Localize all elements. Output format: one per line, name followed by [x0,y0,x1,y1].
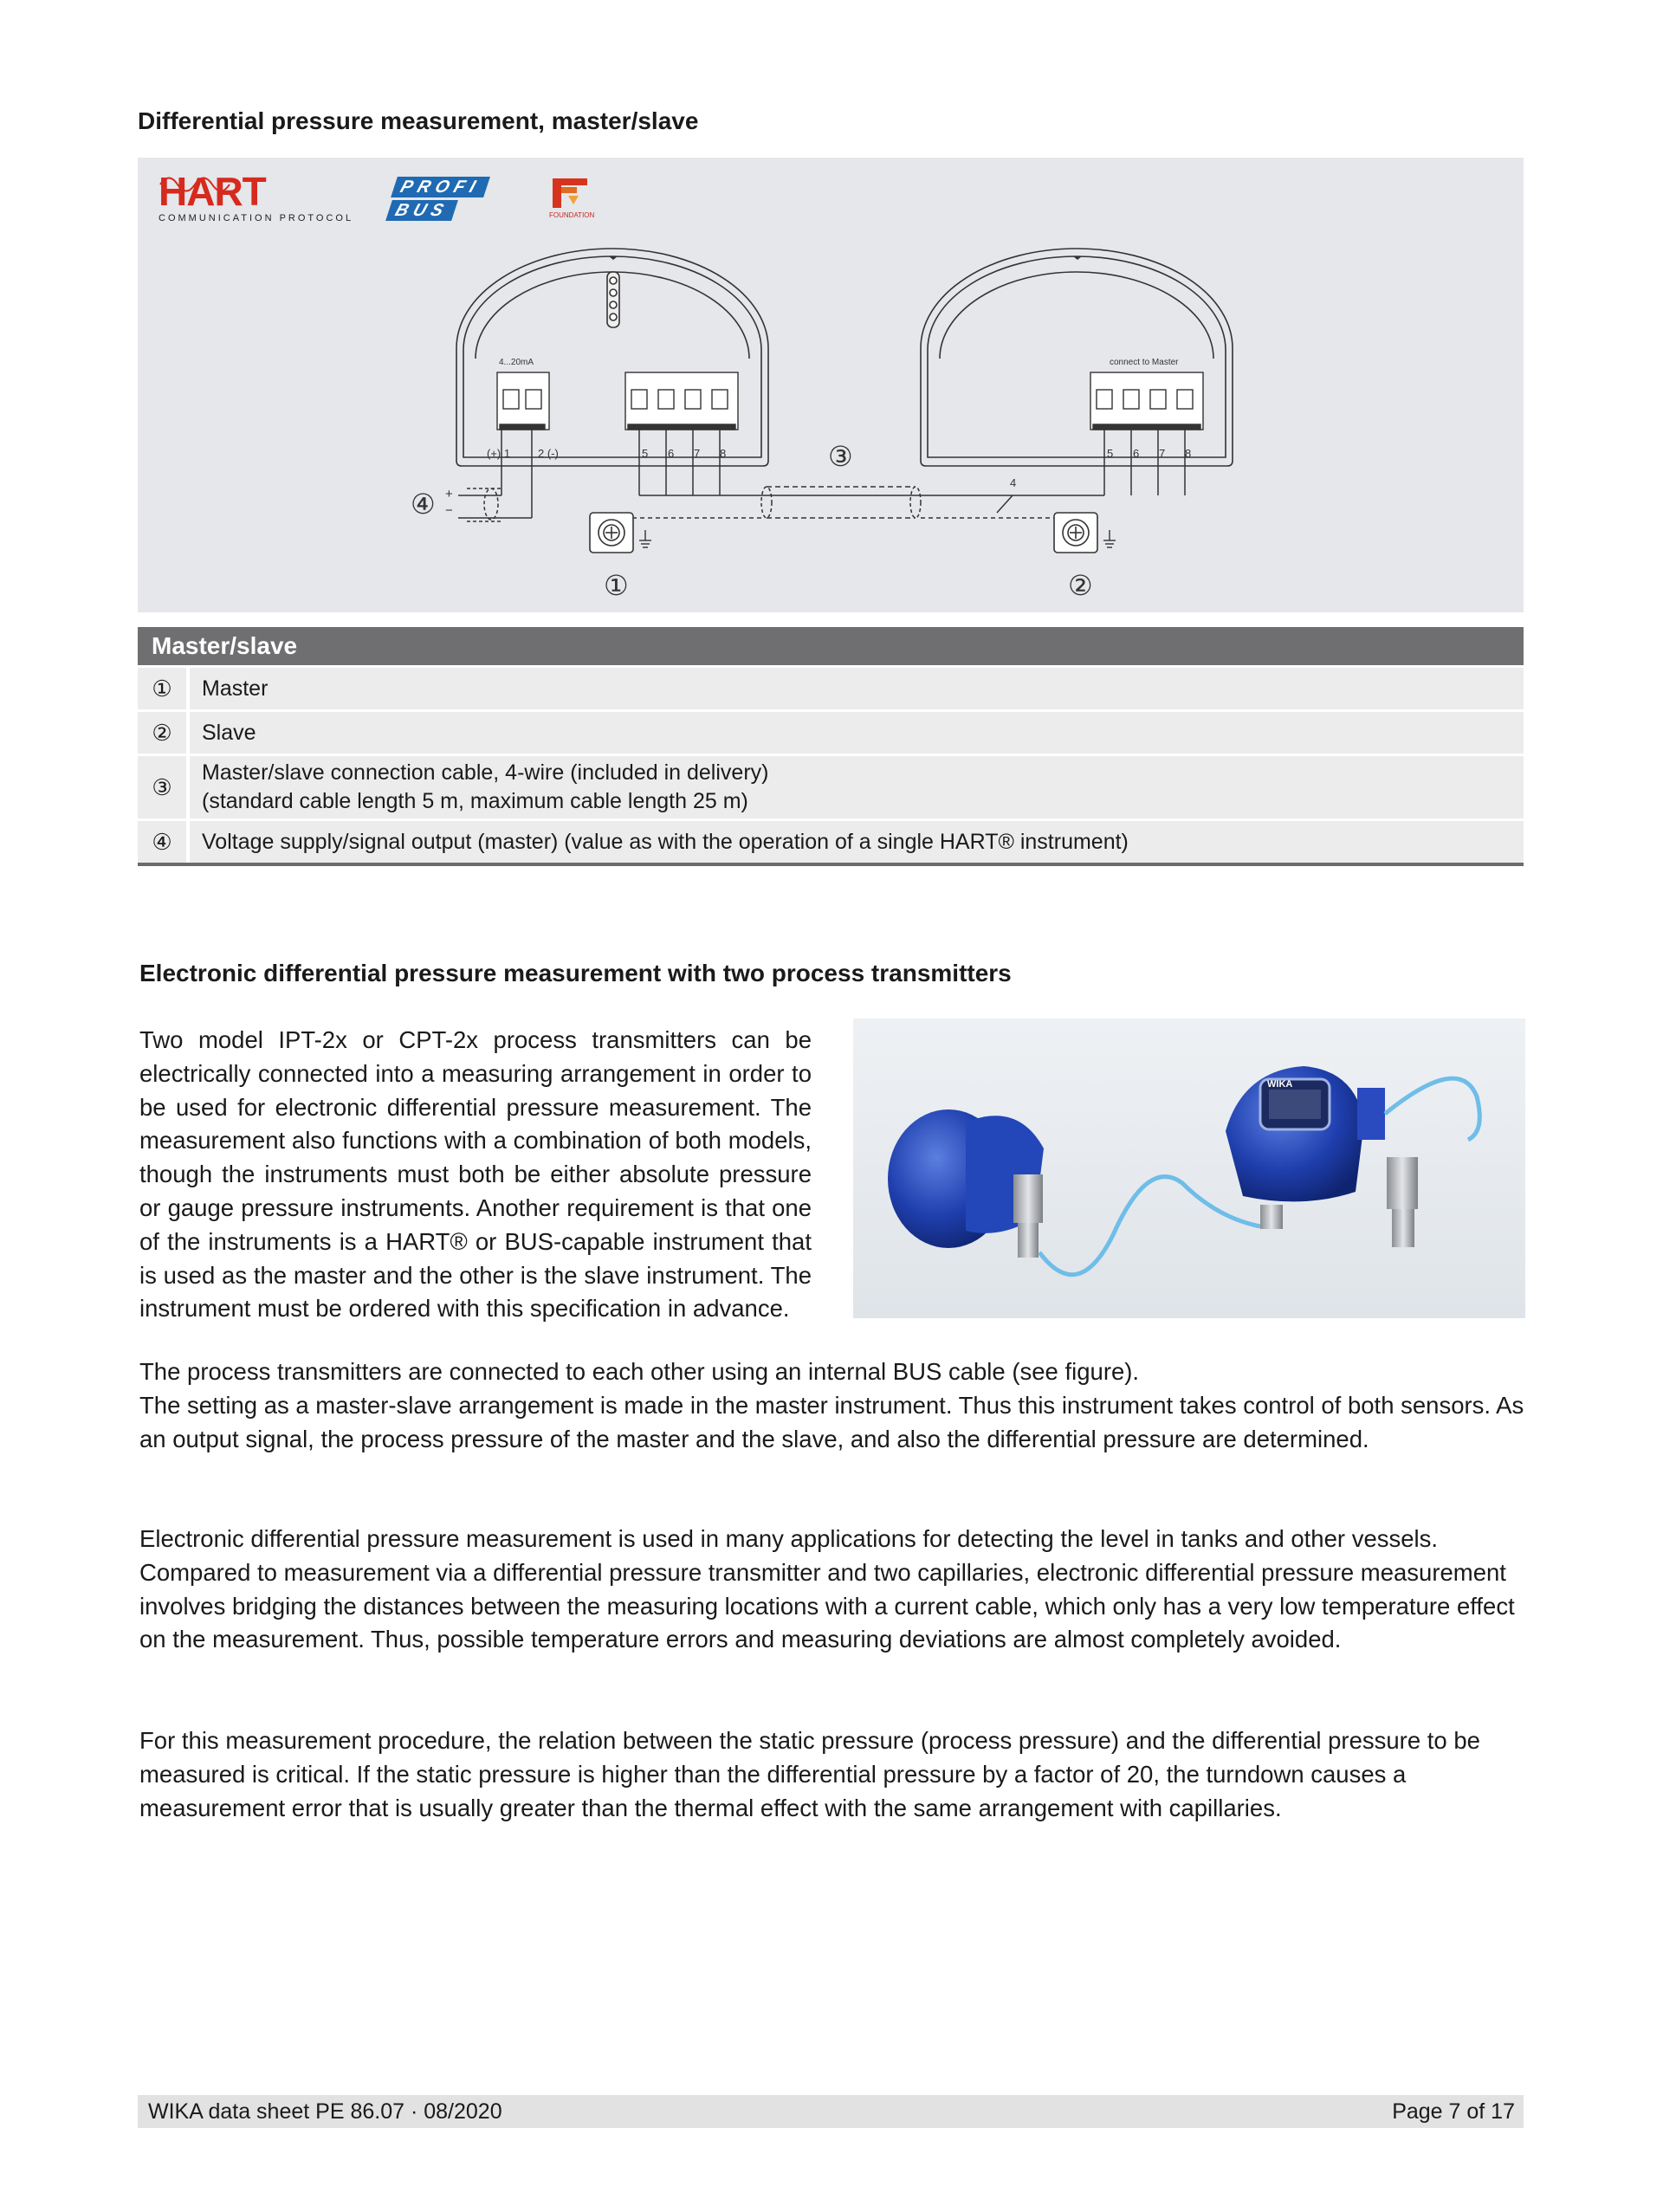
intro-paragraph: Two model IPT-2x or CPT-2x process transmitters can be electrically connected into a measuring arrangement in order to be used for electronic differential pressure measurement. The measurement also functions with a combination of both models, though the instruments must both be either absolute pressure or gauge pressure instruments. Another requirement is that one of the instruments is a HART® or BUS-capable instrument that is used as the master and the other is the slave instrument. The instrument must be ordered with this specification in advance. [139,1026,812,1323]
minus-sign: − [445,503,453,518]
foundation-fieldbus-text: FOUNDATION [549,211,595,219]
slave-terminal-label: 6 [1133,447,1140,460]
row-text: Voltage supply/signal output (master) (value as with the operation of a single HART® instrument) [202,829,1129,854]
callout-cable: ③ [828,441,853,472]
hart-logo-subtitle: COMMUNICATION PROTOCOL [159,213,354,223]
ground-icon [1103,530,1116,547]
master-notch-icon [609,256,618,260]
applications-paragraph: Electronic differential pressure measurement is used in many applications for detecting the level in tanks and other vessels. Compared to measurement via a differential pressure transmitter and two capillaries, electronic differential pressure measurement involves bridging the distances between the measuring locations with a current cable, which only has a very low temperature effect on the measurement. Thus, possible temperature errors and measuring deviations are almost completely avoided. [139,1525,1515,1653]
ground-icon [639,530,651,547]
legend-table [138,627,1524,866]
slave-terminal-block [1090,372,1203,430]
slave-notch-icon [1073,256,1082,260]
table-row [138,665,1524,709]
plus-sign: + [445,487,453,501]
row-description [190,668,1524,709]
master-ground-terminal [590,513,633,553]
slave-terminal-label: 8 [1185,447,1192,460]
section-heading-electronic-dp: Electronic differential pressure measurement with two process transmitters [139,960,1012,986]
connection-sentence: The process transmitters are connected to each other using an internal BUS cable (see figure). [139,1358,1140,1385]
row-text: Master [202,676,269,701]
master-terminal-label: 5 [642,447,649,460]
master-terminal-label: (+) 1 [487,447,511,460]
master-slave-cable [609,430,1185,518]
master-terminal-block-left [497,372,549,430]
legend-table-header: Master/slave [138,627,1524,665]
table-row [138,709,1524,754]
footer-page-number: Page 7 of 17 [1392,2099,1515,2124]
callout-power: ④ [411,488,436,520]
profibus-logo-line2: BUS [385,200,458,221]
transmitter-right [1226,1066,1418,1247]
row-text: Slave [202,720,256,745]
row-text: (standard cable length 5 m, maximum cable length 25 m) [202,789,748,813]
footer-datasheet-id: WIKA data sheet PE 86.07 · 08/2020 [148,2099,502,2124]
procedure-paragraph: For this measurement procedure, the relation between the static pressure (process pressure) and the differential pressure to be measured is critical. If the static pressure is higher than the differential pressure by a factor of 20, the turndown causes a measurement error that is usually greater than the thermal effect with the same arrangement with capillaries. [139,1727,1480,1821]
callout-master: ① [604,570,629,601]
row-description [190,712,1524,754]
transmitter-left [888,1109,1044,1258]
slave-housing [921,249,1233,466]
callout-slave: ② [1068,570,1093,601]
transmitters-photo [853,1019,1525,1318]
hart-logo-word: HART [159,169,266,214]
master-terminal-label: 6 [668,447,675,460]
wiring-diagram [138,158,1524,612]
master-terminal-label: 7 [694,447,701,460]
section-heading-master-slave: Differential pressure measurement, master/slave [138,107,699,134]
master-slave-setting-text: The setting as a master-slave arrangement is made in the master instrument. Thus this instrument takes control of both sensors. As an output signal, the process pressure of the master and the slave, and also the differential pressure are determined. [139,1391,1524,1452]
profibus-logo-line1: PROFI [391,177,490,197]
bus-cable [1385,1078,1479,1140]
row-text: Master/slave connection cable, 4-wire (included in delivery) [202,760,769,785]
wire-count-label: 4 [1010,476,1017,489]
slave-ground-terminal [1054,513,1097,553]
slave-terminal-label: 5 [1107,447,1114,460]
master-output-label: 4...20mA [499,358,534,367]
table-row [138,818,1524,863]
row-number: ① [138,668,186,709]
master-terminal-block-right [625,372,738,430]
bus-cable [1039,1177,1260,1275]
table-row [138,754,1524,818]
row-number: ④ [138,821,186,863]
slave-terminal-label: 7 [1159,447,1166,460]
row-number: ③ [138,756,186,818]
page-footer [138,2095,1524,2128]
row-description [190,821,1524,863]
master-terminal-label: 2 (-) [538,447,559,460]
brand-label: WIKA [1267,1079,1293,1090]
power-supply-wiring [458,430,532,521]
row-number: ② [138,712,186,754]
row-description [190,756,1524,818]
master-terminal-label: 8 [720,447,727,460]
connection-paragraph [139,1355,1525,1456]
slave-connect-label: connect to Master [1110,358,1179,367]
master-indicator-dots [607,272,619,327]
